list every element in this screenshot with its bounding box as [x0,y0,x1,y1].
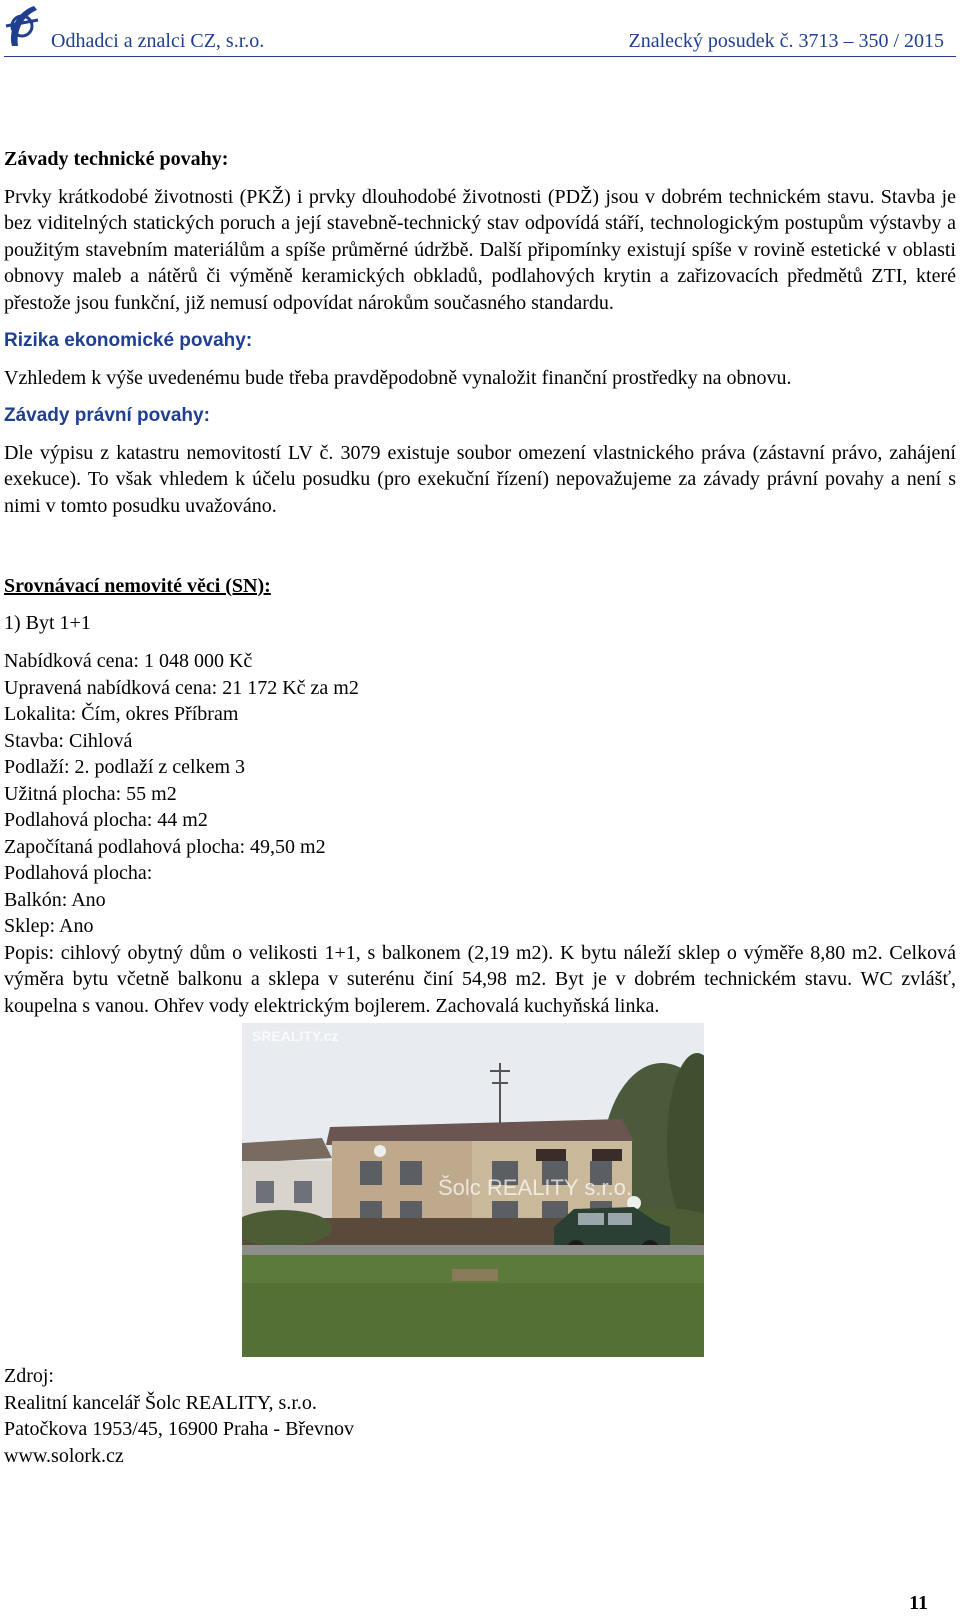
detail-line: Upravená nabídková cena: 21 172 Kč za m2 [4,676,359,699]
detail-line: Užitná plocha: 55 m2 [4,782,177,805]
source-line: Zdroj: [4,1365,54,1387]
detail-line: Sklep: Ano [4,915,94,937]
company-logo-icon [4,2,40,50]
source-link[interactable]: www.solork.cz [4,1444,124,1467]
detail-line: Nabídková cena: 1 048 000 Kč [4,650,253,672]
page-header [0,0,960,56]
detail-line: Podlaží: 2. podlaží z celkem 3 [4,756,246,778]
header-company-name: Odhadci a znalci CZ, s.r.o. [51,30,265,52]
comparison-heading: Srovnávací nemovité věci (SN): [4,575,271,597]
header-report-number: Znalecký posudek č. 3713 – 350 / 2015 [628,30,944,52]
legal-defects-text: Dle výpisu z katastru nemovitostí LV č. 3079 existuje soubor omezení vlastnického práva (zástavní právo, zahájení exekuce). To však vhledem k účelu posudku (pro exekuční řízení) nepovažujeme za závady právní povahy a není s nimi v tomto posudku uvažováno. [4,441,956,517]
property-photo [242,1023,704,1357]
photo-watermark-top: SREALITY.cz [252,1028,339,1044]
source-line: Patočkova 1953/45, 16900 Praha - Břevnov [4,1418,354,1440]
header-divider [4,56,956,57]
technical-defects-text: Prvky krátkodobé životnosti (PKŽ) i prvky dlouhodobé životnosti (PDŽ) jsou v dobrém technickém stavu. Stavba je bez viditelných statických poruch a její stavebně-technický stav odpovídá stáří, technologickým postupům výstavby a použitým stavebním materiálům a spíše průměrné údržbě. Další připomínky existují spíše v rovině estetické v oblasti obnovy maleb a nátěrů či výměně keramických obkladů, podlahových krytin a zařizovacích předmětů ZTI, které přestože jsou funkční, již nemusí odpovídat nárokům současného standardu. [4,185,956,314]
economic-risks-heading: Rizika ekonomické povahy: [4,330,253,351]
detail-line: Stavba: Cihlová [4,729,133,752]
detail-line: Balkón: Ano [4,888,106,911]
detail-line: Lokalita: Čím, okres Příbram [4,703,239,725]
property-description: Popis: cihlový obytný dům o velikosti 1+1, s balkonem (2,19 m2). K bytu náleží sklep o výměře 8,80 m2. Celková výměra bytu včetně balkonu a sklepa v suterénu činí 54,98 m2. Byt je v dobrém technickém stavu. WC zvlášť, koupelna s vanou. Ohřev vody elektrickým bojlerem. Zachovalá kuchyňská linka. [4,941,956,1017]
economic-risks-text: Vzhledem k výše uvedenému bude třeba pravděpodobně vynaložit finanční prostředky na obnovu. [4,366,792,389]
detail-line: Podlahová plocha: 44 m2 [4,809,208,831]
legal-defects-heading: Závady právní povahy: [4,405,210,426]
source-line: Realitní kancelář Šolc REALITY, s.r.o. [4,1391,317,1414]
technical-defects-heading: Závady technické povahy: [4,148,229,170]
detail-line: Podlahová plocha: [4,862,153,884]
photo-watermark-center: Šolc REALITY s.r.o. [438,1175,633,1200]
page-content [4,146,956,1469]
page-number: 11 [909,1592,928,1614]
detail-line: Započítaná podlahová plocha: 49,50 m2 [4,835,326,858]
comparison-item-title: 1) Byt 1+1 [4,611,91,634]
